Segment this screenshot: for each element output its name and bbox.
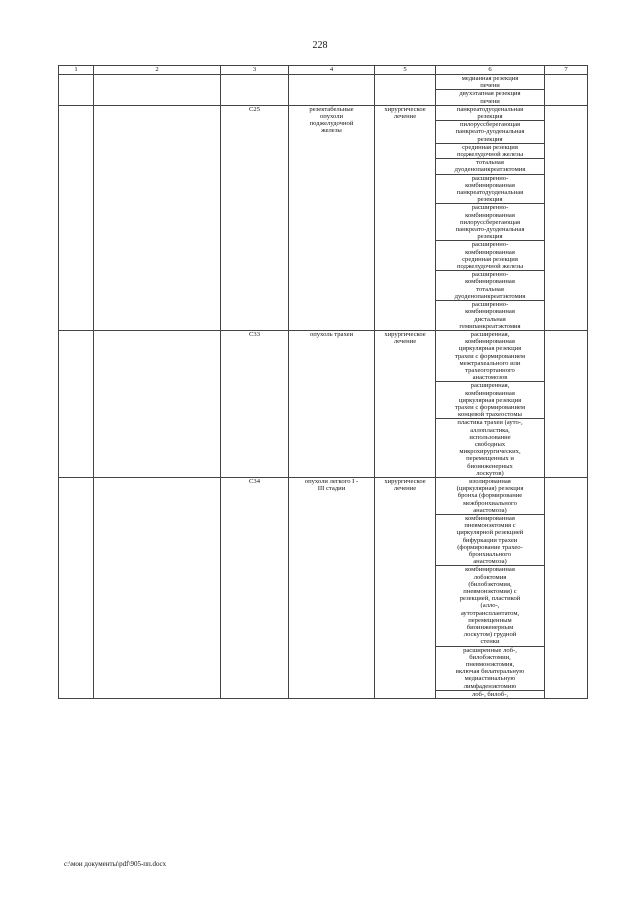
document-table bbox=[58, 65, 588, 699]
cell-method bbox=[436, 301, 545, 331]
cell-col1 bbox=[59, 105, 94, 330]
cell-col7 bbox=[545, 105, 588, 330]
cell-treatment-text: хирургическое лечение bbox=[384, 477, 426, 493]
column-header: 7 bbox=[545, 66, 588, 75]
cell-method-text: расширенная, комбинированная циркулярная резекция трахеи с формированием межтрахеального или трахеогортанного анастомозов bbox=[454, 330, 526, 382]
column-number-row bbox=[59, 66, 588, 75]
cell-method-text: пластика трахеи (ауто-, аллопластика, использование свободных микрохирургических, перемещенных и биоинженерных лоскутов) bbox=[457, 419, 523, 477]
table-row bbox=[59, 477, 588, 514]
cell-method-text: комбинированная лобэктомия (билобэктомия, пневмонэктомия) с резекцией, пластикой (алло-, аутотрансплантатом, перемещенным биоинженерным лоскутом) грудной стенки bbox=[459, 566, 521, 646]
cell-treatment bbox=[375, 330, 436, 477]
cell-method-text: расширенно- комбинированная дистальная гемипанкреатэктомия bbox=[459, 301, 521, 330]
cell-method-text: расширенные лоб-, билобэктомии, пневмонэктомия, включая билатеральную медиастинальную лимфаденэктомию bbox=[455, 646, 525, 690]
column-header: 4 bbox=[289, 66, 375, 75]
cell-method bbox=[436, 174, 545, 204]
cell-col7 bbox=[545, 75, 588, 106]
cell-method-text: лоб-, билоб-, bbox=[471, 690, 509, 698]
column-header: 5 bbox=[375, 66, 436, 75]
cell-treatment bbox=[375, 75, 436, 106]
cell-method bbox=[436, 646, 545, 690]
cell-method-text: тотальная дуоденопанкреатэктомия bbox=[454, 159, 526, 174]
cell-method bbox=[436, 477, 545, 514]
footer-file-path: c:\мои документы\pdf\905-пп.docx bbox=[64, 860, 167, 868]
cell-method bbox=[436, 566, 545, 646]
cell-method-text: срединная резекция поджелудочной железы bbox=[456, 143, 524, 159]
cell-treatment-text: хирургическое лечение bbox=[384, 105, 426, 121]
cell-diagnosis bbox=[289, 105, 375, 330]
cell-col7 bbox=[545, 330, 588, 477]
column-header: 6 bbox=[436, 66, 545, 75]
cell-method-text: панкреатодуоденальная резекция bbox=[456, 105, 524, 121]
cell-method-text: расширенно- комбинированная срединная резекция поджелудочной железы bbox=[456, 241, 524, 271]
cell-col2 bbox=[94, 330, 221, 477]
cell-col1 bbox=[59, 75, 94, 106]
cell-method-text: комбинированная пневмонэктомия с циркулярной резекцией бифуркации трахеи (формирование трахео- бронхиального анастомоза) bbox=[456, 514, 524, 566]
cell-method bbox=[436, 121, 545, 144]
cell-method bbox=[436, 690, 545, 698]
cell-col7 bbox=[545, 477, 588, 698]
cell-col2 bbox=[94, 75, 221, 106]
cell-diagnosis bbox=[289, 477, 375, 698]
cell-treatment-text: хирургическое лечение bbox=[384, 330, 426, 346]
cell-method bbox=[436, 143, 545, 158]
cell-diagnosis-text: опухоль трахеи bbox=[309, 330, 354, 338]
cell-method-text: пилоруссберегающая панкреато-дуоденальная резекция bbox=[455, 121, 525, 143]
cell-method-text: изолированная (циркулярная) резекция бронха (формирование межбронхиального анастомоза) bbox=[456, 477, 524, 514]
column-header: 3 bbox=[221, 66, 289, 75]
cell-method-text: расширенно- комбинированная панкреатодуоденальная резекция bbox=[456, 174, 524, 204]
table-row bbox=[59, 75, 588, 90]
cell-treatment bbox=[375, 105, 436, 330]
page-number: 228 bbox=[312, 40, 328, 51]
cell-method bbox=[436, 330, 545, 381]
cell-col1 bbox=[59, 477, 94, 698]
cell-diagnosis bbox=[289, 75, 375, 106]
table-row bbox=[59, 105, 588, 120]
cell-diagnosis bbox=[289, 330, 375, 477]
cell-method bbox=[436, 105, 545, 120]
cell-diagnosis-text: опухоли легкого I - III стадии bbox=[304, 477, 359, 493]
cell-method-text: двухэтапная резекция печени bbox=[459, 90, 521, 105]
cell-method bbox=[436, 514, 545, 565]
cell-code bbox=[221, 75, 289, 106]
cell-method-text: расширенно- комбинированная пилоруссберегающая панкреато-дуоденальная резекция bbox=[455, 204, 525, 241]
cell-method bbox=[436, 419, 545, 478]
cell-col1 bbox=[59, 330, 94, 477]
cell-col2 bbox=[94, 105, 221, 330]
cell-code bbox=[221, 477, 289, 698]
cell-method-text: расширенная, комбинированная циркулярная резекция трахеи с формированием концевой трахеостомы bbox=[454, 382, 526, 419]
column-header: 1 bbox=[59, 66, 94, 75]
cell-method bbox=[436, 382, 545, 419]
cell-col2 bbox=[94, 477, 221, 698]
column-header: 2 bbox=[94, 66, 221, 75]
cell-method bbox=[436, 271, 545, 301]
cell-code bbox=[221, 330, 289, 477]
cell-method bbox=[436, 204, 545, 241]
cell-method bbox=[436, 159, 545, 174]
cell-treatment bbox=[375, 477, 436, 698]
cell-method bbox=[436, 241, 545, 271]
table-body bbox=[59, 75, 588, 699]
table-row bbox=[59, 330, 588, 381]
cell-code-text: C33 bbox=[249, 330, 260, 338]
cell-code-text: C34 bbox=[249, 477, 260, 485]
cell-code bbox=[221, 105, 289, 330]
cell-method-text: расширенно- комбинированная тотальная дуоденопанкреатэктомия bbox=[454, 271, 526, 300]
cell-method bbox=[436, 75, 545, 90]
cell-method-text: медианная резекция печени bbox=[461, 75, 519, 90]
cell-method bbox=[436, 90, 545, 105]
cell-diagnosis-text: резектабельные опухоли поджелудочной железы bbox=[309, 105, 354, 135]
cell-code-text: C25 bbox=[249, 105, 260, 113]
